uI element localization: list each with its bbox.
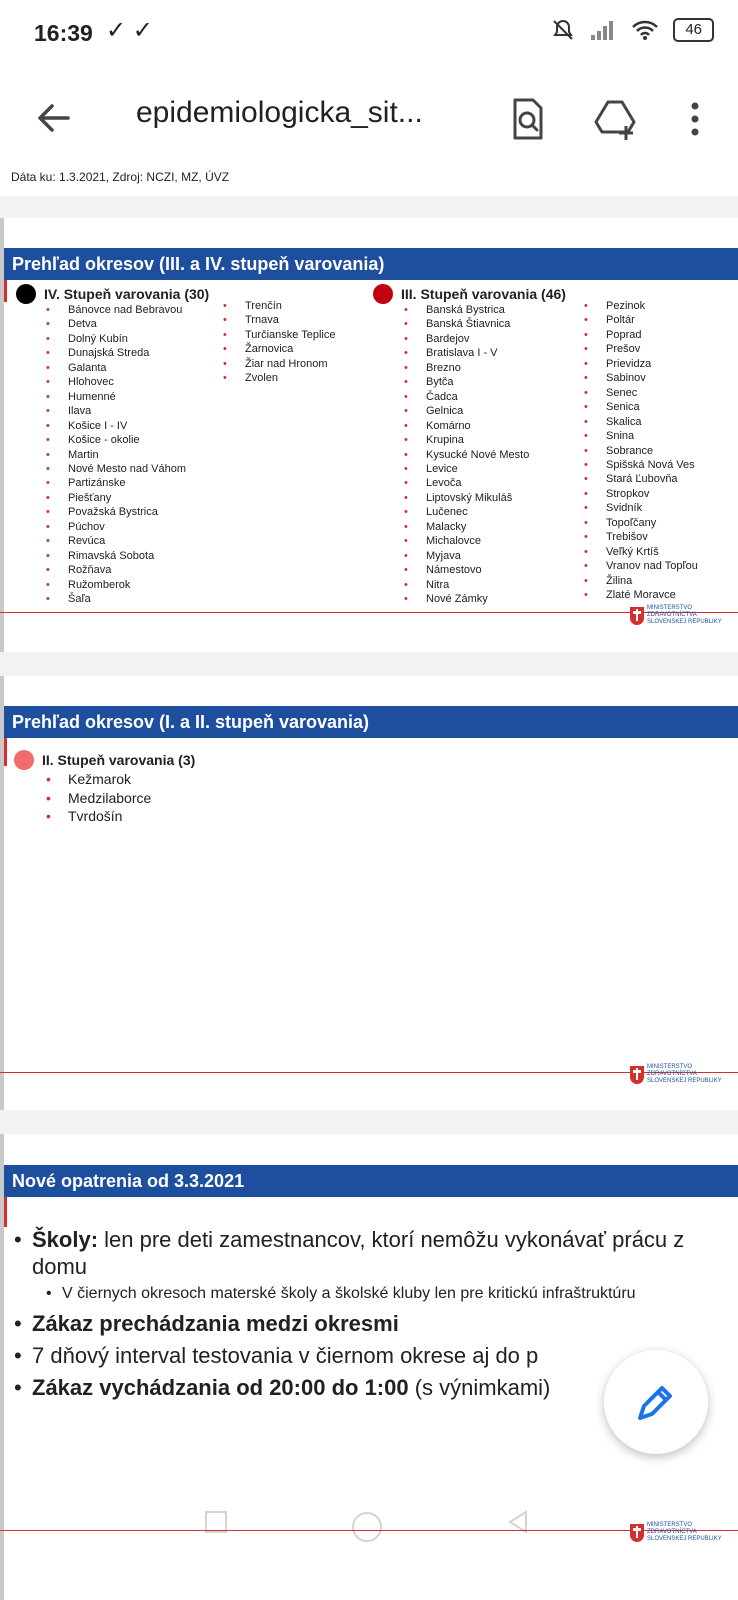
- district-list-item: • Považská Bystrica: [44, 505, 186, 519]
- district-list-item: • Prešov: [582, 342, 698, 356]
- mute-icon: [551, 18, 575, 42]
- district-list-item: • Bánovce nad Bebravou: [44, 303, 186, 317]
- district-list-item: • Humenné: [44, 390, 186, 404]
- district-list-item: • Stropkov: [582, 487, 698, 501]
- measure-schools-sub: • V čiernych okresoch materské školy a školské kluby len pre kritickú infraštruktúru: [14, 1285, 734, 1304]
- district-list-item: • Detva: [44, 317, 186, 331]
- district-list-item: • Šaľa: [44, 592, 186, 606]
- pencil-icon: [632, 1378, 680, 1426]
- nav-back-icon[interactable]: [506, 1510, 530, 1534]
- footer-red-line: [0, 612, 738, 613]
- district-list-item: • Banská Štiavnica: [402, 317, 529, 331]
- red-level-dot: [373, 284, 393, 304]
- district-list-item: • Trenčín: [221, 299, 336, 313]
- district-list-item: • Medzilaborce: [44, 789, 151, 808]
- edit-fab-button[interactable]: [604, 1350, 708, 1454]
- district-list-item: • Bytča: [402, 375, 529, 389]
- back-arrow-icon[interactable]: [32, 96, 76, 140]
- district-list-item: • Revúca: [44, 534, 186, 548]
- status-icons: [551, 18, 714, 42]
- district-list-item: • Kysucké Nové Mesto: [402, 448, 529, 462]
- battery-indicator: 46: [673, 18, 714, 42]
- district-list-item: • Liptovský Mikuláš: [402, 491, 529, 505]
- measure-district-ban: • Zákaz prechádzania medzi okresmi: [14, 1310, 734, 1337]
- page-header-band: Nové opatrenia od 3.3.2021: [4, 1165, 738, 1197]
- red-accent-bar: [4, 280, 7, 302]
- district-list-item: • Martin: [44, 448, 186, 462]
- district-list-item: • Stará Ľubovňa: [582, 472, 698, 486]
- level3-heading: [373, 284, 566, 304]
- footer-red-line: [0, 1072, 738, 1073]
- district-list-item: • Turčianske Teplice: [221, 328, 336, 342]
- add-to-drive-icon[interactable]: [592, 96, 638, 142]
- district-list-item: • Gelnica: [402, 404, 529, 418]
- district-list-item: • Zvolen: [221, 371, 336, 385]
- district-list-item: • Trnava: [221, 313, 336, 327]
- level2-list: [44, 770, 151, 826]
- ministry-logo: MINISTERSTVO ZDRAVOTNÍCTVA SLOVENSKEJ REPUBLIKY: [630, 1064, 710, 1088]
- measure-curfew: • Zákaz vychádzania od 20:00 do 1:00 (s výnimkami): [14, 1374, 734, 1401]
- district-list-item: • Skalica: [582, 415, 698, 429]
- district-list-item: • Ilava: [44, 404, 186, 418]
- district-list-item: • Snina: [582, 429, 698, 443]
- district-list-item: • Topoľčany: [582, 516, 698, 530]
- district-list-item: • Partizánske: [44, 476, 186, 490]
- wifi-icon: [631, 19, 659, 41]
- district-list-item: • Ružomberok: [44, 578, 186, 592]
- ministry-logo: MINISTERSTVO ZDRAVOTNÍCTVA SLOVENSKEJ REPUBLIKY: [630, 605, 710, 629]
- slovak-shield-icon: [630, 1066, 644, 1084]
- district-list-item: • Prievidza: [582, 357, 698, 371]
- measure-testing: • 7 dňový interval testovania v čiernom okrese aj do p: [14, 1342, 734, 1369]
- district-list-item: • Levice: [402, 462, 529, 476]
- district-list-item: • Kežmarok: [44, 770, 151, 789]
- level4-heading: [16, 284, 209, 304]
- level2-heading: [14, 750, 195, 770]
- signal-icon: [589, 19, 617, 41]
- district-list-item: • Tvrdošín: [44, 807, 151, 826]
- district-list-item: • Hlohovec: [44, 375, 186, 389]
- data-sources-note: Dáta ku: 1.3.2021, Zdroj: NCZI, MZ, ÚVZ: [11, 170, 230, 184]
- level4-title: IV. Stupeň varovania (30): [44, 286, 210, 302]
- district-list-item: • Žilina: [582, 574, 698, 588]
- level4-list-col2: [221, 299, 336, 386]
- district-list-item: • Myjava: [402, 549, 529, 563]
- app-bar: [0, 66, 738, 170]
- district-list-item: • Piešťany: [44, 491, 186, 505]
- district-list-item: • Michalovce: [402, 534, 529, 548]
- district-list-item: • Bratislava I - V: [402, 346, 529, 360]
- slovak-shield-icon: [630, 1524, 644, 1542]
- level2-title: II. Stupeň varovania (3): [42, 752, 196, 768]
- notification-check-icons: ✓ ✓: [106, 17, 153, 44]
- district-list-item: • Dolný Kubín: [44, 332, 186, 346]
- red-accent-bar: [4, 738, 7, 766]
- document-title: epidemiologicka_sit...: [136, 96, 423, 129]
- measure-schools: • Školy: len pre deti zamestnancov, ktorí nemôžu vykonávať prácu z domu: [14, 1226, 734, 1280]
- document-page-1: [0, 218, 738, 652]
- district-list-item: • Komárno: [402, 419, 529, 433]
- district-list-item: • Poltár: [582, 313, 698, 327]
- level3-title: III. Stupeň varovania (46): [401, 286, 566, 302]
- page-header-band: Prehľad okresov (I. a II. stupeň varovania): [4, 706, 738, 738]
- district-list-item: • Nové Mesto nad Váhom: [44, 462, 186, 476]
- district-list-item: • Trebišov: [582, 530, 698, 544]
- level4-list-col1: [44, 303, 186, 607]
- district-list-item: • Nitra: [402, 578, 529, 592]
- red-accent-bar: [4, 1197, 7, 1227]
- level3-list-col1: [402, 303, 529, 607]
- district-list-item: • Banská Bystrica: [402, 303, 529, 317]
- district-list-item: • Rimavská Sobota: [44, 549, 186, 563]
- black-level-dot: [16, 284, 36, 304]
- district-list-item: • Rožňava: [44, 563, 186, 577]
- district-list-item: • Spišská Nová Ves: [582, 458, 698, 472]
- district-list-item: • Dunajská Streda: [44, 346, 186, 360]
- district-list-item: • Sobrance: [582, 444, 698, 458]
- page-header-band: Prehľad okresov (III. a IV. stupeň varovania): [4, 248, 738, 280]
- district-list-item: • Námestovo: [402, 563, 529, 577]
- district-list-item: • Púchov: [44, 520, 186, 534]
- district-list-item: • Pezinok: [582, 299, 698, 313]
- district-list-item: • Levoča: [402, 476, 529, 490]
- district-list-item: • Senec: [582, 386, 698, 400]
- nav-recents-icon[interactable]: [204, 1510, 228, 1534]
- district-list-item: • Košice - okolie: [44, 433, 186, 447]
- district-list-item: • Lučenec: [402, 505, 529, 519]
- level3-list-col2: [582, 299, 698, 603]
- ministry-logo: MINISTERSTVO ZDRAVOTNÍCTVA SLOVENSKEJ REPUBLIKY: [630, 1522, 710, 1546]
- document-page-tail: [0, 170, 738, 196]
- light-red-level-dot: [14, 750, 34, 770]
- district-list-item: • Krupina: [402, 433, 529, 447]
- district-list-item: • Malacky: [402, 520, 529, 534]
- district-list-item: • Nové Zámky: [402, 592, 529, 606]
- slovak-shield-icon: [630, 607, 644, 625]
- district-list-item: • Sabinov: [582, 371, 698, 385]
- document-page-2: [0, 676, 738, 1110]
- district-list-item: • Veľký Krtíš: [582, 545, 698, 559]
- district-list-item: • Žiar nad Hronom: [221, 357, 336, 371]
- district-list-item: • Čadca: [402, 390, 529, 404]
- status-time: 16:39: [34, 20, 93, 46]
- district-list-item: • Žarnovica: [221, 342, 336, 356]
- district-list-item: • Bardejov: [402, 332, 529, 346]
- district-list-item: • Galanta: [44, 361, 186, 375]
- district-list-item: • Senica: [582, 400, 698, 414]
- search-document-icon[interactable]: [505, 96, 551, 142]
- district-list-item: • Brezno: [402, 361, 529, 375]
- district-list-item: • Poprad: [582, 328, 698, 342]
- district-list-item: • Košice I - IV: [44, 419, 186, 433]
- district-list-item: • Svidník: [582, 501, 698, 515]
- district-list-item: • Zlaté Moravce: [582, 588, 698, 602]
- status-bar: [0, 0, 738, 66]
- nav-home-icon[interactable]: [350, 1510, 384, 1544]
- district-list-item: • Vranov nad Topľou: [582, 559, 698, 573]
- more-options-icon[interactable]: [680, 96, 710, 142]
